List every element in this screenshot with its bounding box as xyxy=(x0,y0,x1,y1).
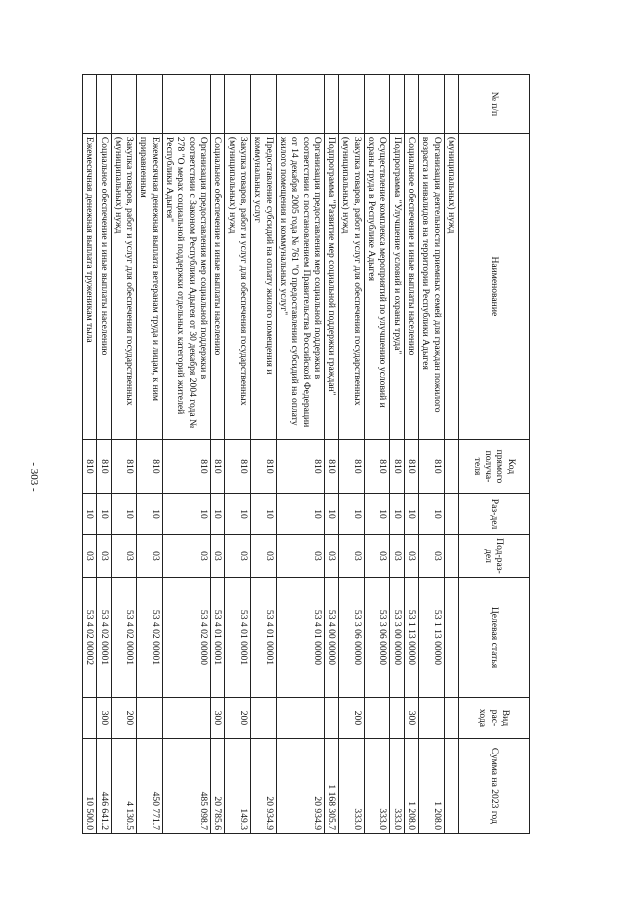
table-row xyxy=(82,75,96,834)
table-row xyxy=(111,75,137,834)
cell-target: 53 4 01 00000 xyxy=(276,577,324,697)
cell-code: 810 xyxy=(225,439,251,493)
cell-razdel: 10 xyxy=(162,494,210,535)
cell-sum: 149.3 xyxy=(225,738,251,833)
cell-vid xyxy=(82,698,96,739)
header-podrazdel: Под-раз-дел xyxy=(459,534,530,577)
cell-name: (муниципальных) нужд xyxy=(444,133,458,439)
cell-podrazdel: 03 xyxy=(111,534,137,577)
header-target: Целевая статья xyxy=(459,577,530,697)
cell-podrazdel: 03 xyxy=(339,534,365,577)
cell-sum: 333.0 xyxy=(339,738,365,833)
cell-code: 810 xyxy=(390,439,404,493)
cell-podrazdel: 03 xyxy=(137,534,163,577)
cell-name: Социальное обеспечение и иные выплаты населению xyxy=(211,133,225,439)
cell-vid: 200 xyxy=(111,698,137,739)
cell-sum: 20 934.9 xyxy=(251,738,277,833)
cell-razdel: 10 xyxy=(404,494,418,535)
cell-razdel: 10 xyxy=(364,494,390,535)
cell-razdel: 10 xyxy=(137,494,163,535)
budget-table xyxy=(82,74,530,834)
table-row xyxy=(324,75,338,834)
cell-vid xyxy=(162,698,210,739)
cell-code: 810 xyxy=(211,439,225,493)
cell-name: Социальное обеспечение и иные выплаты населению xyxy=(404,133,418,439)
cell-num xyxy=(444,75,458,134)
cell-podrazdel: 03 xyxy=(404,534,418,577)
cell-vid xyxy=(444,698,458,739)
cell-razdel: 10 xyxy=(82,494,96,535)
cell-razdel xyxy=(444,494,458,535)
cell-sum: 450 771.7 xyxy=(137,738,163,833)
cell-target: 53 4 02 00002 xyxy=(82,577,96,697)
cell-podrazdel: 03 xyxy=(390,534,404,577)
cell-vid xyxy=(137,698,163,739)
cell-podrazdel: 03 xyxy=(162,534,210,577)
cell-sum: 20 785.6 xyxy=(211,738,225,833)
cell-razdel: 10 xyxy=(339,494,365,535)
cell-target: 53 3 06 00000 xyxy=(339,577,365,697)
cell-target: 53 4 02 00001 xyxy=(97,577,111,697)
table-body xyxy=(82,75,458,834)
cell-sum: 446 641.2 xyxy=(97,738,111,833)
cell-name: Подпрограмма "Улучшение условий и охраны труда" xyxy=(390,133,404,439)
table-row xyxy=(444,75,458,834)
cell-podrazdel xyxy=(444,534,458,577)
cell-code: 810 xyxy=(419,439,445,493)
cell-sum: 485 098.7 xyxy=(162,738,210,833)
header-razdel: Раз-дел xyxy=(459,494,530,535)
cell-podrazdel: 03 xyxy=(97,534,111,577)
cell-num xyxy=(162,75,210,134)
cell-code: 810 xyxy=(251,439,277,493)
cell-name: Организация деятельности приемных семей для граждан пожилого возраста и инвалидов на территории Республики Адыгея xyxy=(419,133,445,439)
cell-target: 53 3 00 00000 xyxy=(390,577,404,697)
cell-num xyxy=(82,75,96,134)
cell-num xyxy=(324,75,338,134)
table-row xyxy=(251,75,277,834)
cell-sum: 1 168 305.7 xyxy=(324,738,338,833)
table-row xyxy=(225,75,251,834)
cell-code: 810 xyxy=(111,439,137,493)
cell-code: 810 xyxy=(339,439,365,493)
cell-target: 53 3 06 00000 xyxy=(364,577,390,697)
cell-name: Закупка товаров, работ и услуг для обеспечения государственных (муниципальных) нужд xyxy=(339,133,365,439)
cell-name: Организация предоставления мер социальной поддержки в соответствии с Законом Республики Адыгея от 30 декабря 2004 года № 278 "О мерах социальной поддержки отдельных категорий жителей Республики Адыгея" xyxy=(162,133,210,439)
cell-razdel: 10 xyxy=(419,494,445,535)
cell-num xyxy=(111,75,137,134)
cell-podrazdel: 03 xyxy=(276,534,324,577)
cell-target: 53 4 01 00001 xyxy=(251,577,277,697)
cell-code: 810 xyxy=(82,439,96,493)
table-row xyxy=(211,75,225,834)
cell-name: Предоставление субсидий на оплату жилого помещения и коммунальных услуг xyxy=(251,133,277,439)
cell-name: Ежемесячная денежная выплата труженикам тыла xyxy=(82,133,96,439)
cell-razdel: 10 xyxy=(251,494,277,535)
cell-code xyxy=(444,439,458,493)
cell-num xyxy=(390,75,404,134)
cell-target xyxy=(444,577,458,697)
cell-razdel: 10 xyxy=(211,494,225,535)
cell-vid xyxy=(251,698,277,739)
cell-vid: 300 xyxy=(404,698,418,739)
cell-num xyxy=(419,75,445,134)
cell-sum xyxy=(444,738,458,833)
page-number: - 303 - xyxy=(28,462,40,492)
cell-razdel: 10 xyxy=(276,494,324,535)
table-row xyxy=(404,75,418,834)
cell-num xyxy=(211,75,225,134)
cell-vid xyxy=(364,698,390,739)
cell-num xyxy=(404,75,418,134)
header-sum: Сумма на 2023 год xyxy=(459,738,530,833)
cell-sum: 1 208.0 xyxy=(419,738,445,833)
cell-sum: 4 130.5 xyxy=(111,738,137,833)
cell-vid: 300 xyxy=(211,698,225,739)
cell-target: 53 4 00 00000 xyxy=(324,577,338,697)
cell-vid xyxy=(276,698,324,739)
cell-name: Закупка товаров, работ и услуг для обеспечения государственных (муниципальных) нужд xyxy=(225,133,251,439)
table-row xyxy=(137,75,163,834)
table-row xyxy=(419,75,445,834)
header-name: Наименование xyxy=(459,133,530,439)
cell-name: Организация предоставления мер социальной поддержки в соответствии с постановлением Правительства Российской Федерации от 14 декабря 2005 года № 761 "О предоставлении субсидий на оплату жилого помещения и коммунальных услуг" xyxy=(276,133,324,439)
cell-target: 53 1 13 00000 xyxy=(404,577,418,697)
cell-podrazdel: 03 xyxy=(82,534,96,577)
cell-code: 810 xyxy=(276,439,324,493)
cell-vid: 200 xyxy=(339,698,365,739)
header-num: № п/п xyxy=(459,75,530,134)
cell-num xyxy=(364,75,390,134)
cell-podrazdel: 03 xyxy=(419,534,445,577)
cell-code: 810 xyxy=(137,439,163,493)
cell-target: 53 4 01 00001 xyxy=(211,577,225,697)
cell-sum: 333.0 xyxy=(390,738,404,833)
table-row xyxy=(97,75,111,834)
cell-vid xyxy=(390,698,404,739)
cell-podrazdel: 03 xyxy=(225,534,251,577)
cell-sum: 20 934.9 xyxy=(276,738,324,833)
cell-sum: 1 208.0 xyxy=(404,738,418,833)
cell-vid xyxy=(324,698,338,739)
cell-num xyxy=(276,75,324,134)
cell-podrazdel: 03 xyxy=(211,534,225,577)
table-row xyxy=(339,75,365,834)
cell-target: 53 4 02 00001 xyxy=(137,577,163,697)
cell-podrazdel: 03 xyxy=(251,534,277,577)
cell-target: 53 1 13 00000 xyxy=(419,577,445,697)
cell-name: Подпрограмма "Развитие мер социальной поддержки граждан" xyxy=(324,133,338,439)
table-row xyxy=(162,75,210,834)
cell-vid: 200 xyxy=(225,698,251,739)
cell-code: 810 xyxy=(97,439,111,493)
cell-razdel: 10 xyxy=(225,494,251,535)
cell-podrazdel: 03 xyxy=(364,534,390,577)
table-row xyxy=(364,75,390,834)
cell-name: Ежемесячная денежная выплата ветеранам труда и лицам, к ним приравненным xyxy=(137,133,163,439)
cell-name: Осуществление комплекса мероприятий по улучшению условий и охраны труда в Республике Адыгея xyxy=(364,133,390,439)
cell-num xyxy=(251,75,277,134)
cell-code: 810 xyxy=(162,439,210,493)
cell-sum: 333.0 xyxy=(364,738,390,833)
rotated-table-wrapper xyxy=(84,74,530,834)
cell-razdel: 10 xyxy=(324,494,338,535)
cell-name: Социальное обеспечение и иные выплаты населению xyxy=(97,133,111,439)
cell-num xyxy=(137,75,163,134)
cell-name: Закупка товаров, работ и услуг для обеспечения государственных (муниципальных) нужд xyxy=(111,133,137,439)
cell-code: 810 xyxy=(324,439,338,493)
cell-podrazdel: 03 xyxy=(324,534,338,577)
cell-razdel: 10 xyxy=(111,494,137,535)
cell-vid xyxy=(419,698,445,739)
cell-num xyxy=(97,75,111,134)
cell-code: 810 xyxy=(404,439,418,493)
table-header xyxy=(459,75,530,834)
header-code: Код прямого получа-теля xyxy=(459,439,530,493)
cell-target: 53 4 02 00001 xyxy=(111,577,137,697)
cell-code: 810 xyxy=(364,439,390,493)
header-vid: Вид рас-хода xyxy=(459,698,530,739)
cell-target: 53 4 01 00001 xyxy=(225,577,251,697)
cell-num xyxy=(225,75,251,134)
cell-razdel: 10 xyxy=(97,494,111,535)
table-row xyxy=(390,75,404,834)
cell-vid: 300 xyxy=(97,698,111,739)
cell-sum: 10 500.0 xyxy=(82,738,96,833)
cell-num xyxy=(339,75,365,134)
cell-razdel: 10 xyxy=(390,494,404,535)
cell-target: 53 4 02 00000 xyxy=(162,577,210,697)
table-row xyxy=(276,75,324,834)
